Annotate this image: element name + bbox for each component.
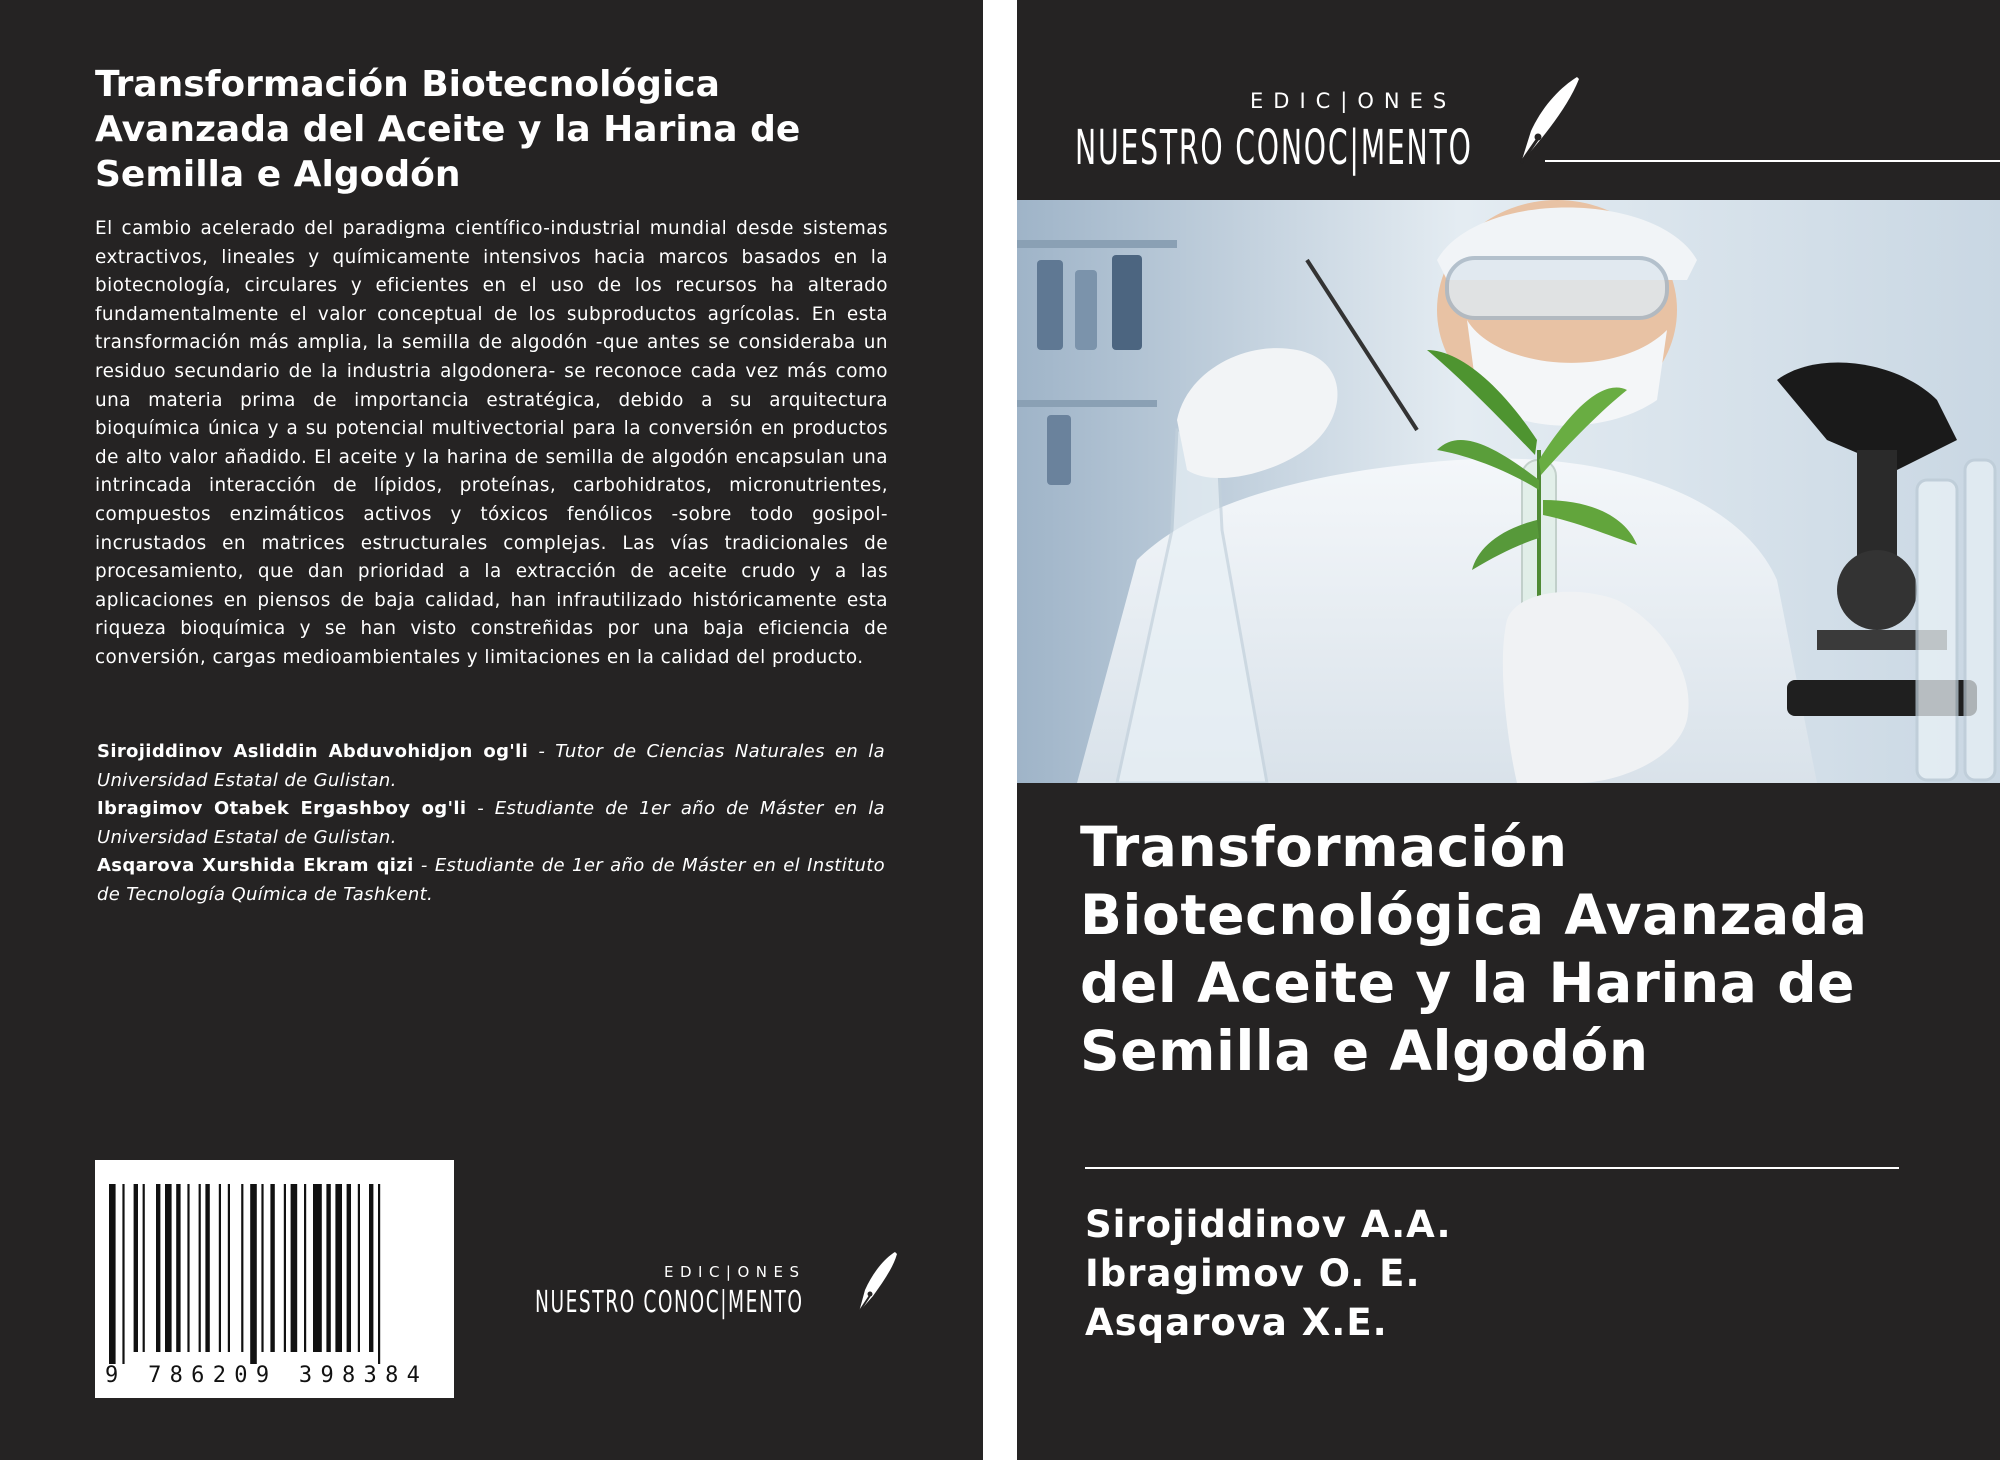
- author-bio-role: - Estudiante de 1er año de Máster en la Universidad Estatal de Gulistan.: [97, 798, 885, 848]
- publisher-logo-front: [1075, 72, 2000, 176]
- author-name: Asqarova X.E.: [1085, 1301, 1388, 1344]
- lab-scene-illustration: [1017, 200, 2000, 783]
- barcode-bar: [134, 1184, 138, 1352]
- barcode-bar: [291, 1184, 298, 1352]
- publisher-logo-line1: EDIC|ONES: [1250, 89, 1457, 113]
- barcode-bar: [156, 1184, 160, 1352]
- author-bio: [97, 738, 885, 795]
- barcode-bar: [326, 1184, 330, 1352]
- barcode-bar: [284, 1184, 286, 1352]
- author-bio: [97, 852, 885, 909]
- barcode-bar: [143, 1184, 145, 1352]
- back-cover: [0, 0, 983, 1460]
- logo-underline: [1545, 160, 2000, 162]
- barcode-bar: [250, 1184, 257, 1364]
- publisher-logo-line1: EDIC|ONES: [664, 1263, 806, 1281]
- isbn-barcode: [95, 1160, 454, 1398]
- barcode-bar: [304, 1184, 306, 1352]
- author-bio-role: - Estudiante de 1er año de Máster en el Instituto de Tecnología Química de Tashkent.: [97, 855, 885, 905]
- barcode-bar: [261, 1184, 263, 1352]
- barcode-bar: [378, 1184, 380, 1364]
- front-cover-divider: [1085, 1167, 1899, 1169]
- barcode-bar: [270, 1184, 274, 1352]
- barcode-bar: [199, 1184, 201, 1352]
- spine-gap: [983, 0, 1017, 1460]
- barcode-bar: [109, 1184, 116, 1364]
- author-bios: [97, 738, 885, 910]
- back-cover-blurb: El cambio acelerado del paradigma científico-industrial mundial desde sistemas extractivos, lineales y químicamente intensivos hacia marcos basados en la biotecnología, circulares y eficientes en el uso de los recursos ha alterado fundamentalmente el valor conceptual de los subproductos agrícolas. En esta transformación más amplia, la semilla de algodón -que antes se consideraba un residuo secundario de la industria algodonera- se reconoce cada vez más como una materia prima de importancia estratégica, debido a su arquitectura bioquímica única y a su potencial multivectorial para la conversión en productos de alto valor añadido. El aceite y la harina de semilla de algodón encapsulan una intrincada interacción de lípidos, proteínas, carbohidratos, micronutrientes, compuestos enzimáticos activos y tóxicos fenólicos -sobre todo gosipol- incrustados en matrices estructurales complejas. Las vías tradicionales de procesamiento, que dan prioridad a la extracción de aceite crudo y a las aplicaciones en piensos de baja calidad, han infrautilizado históricamente esta riqueza bioquímica y se han visto constreñidas por una baja eficiencia de conversión, cargas medioambientales y limitaciones en la calidad del producto.: [95, 218, 888, 668]
- publisher-logo-line2: NUESTRO CONOC|MENTO: [1075, 120, 1473, 176]
- barcode-bar: [313, 1184, 322, 1352]
- barcode-bar: [219, 1184, 221, 1352]
- barcode-bar: [358, 1184, 360, 1352]
- barcode-bar: [228, 1184, 230, 1352]
- barcode-bar: [122, 1184, 124, 1364]
- fountain-pen-icon: [1515, 75, 1581, 167]
- author-bio-name: Ibragimov Otabek Ergashboy og'li: [97, 798, 467, 820]
- barcode-bar: [176, 1184, 180, 1352]
- author-name: Sirojiddinov A.A.: [1085, 1203, 1452, 1246]
- barcode-bar: [187, 1184, 189, 1352]
- back-cover-title: Transformación Biotecnológica Avanzada del Aceite y la Harina de Semilla e Algodón: [95, 64, 801, 195]
- front-cover-title: Transformación Biotecnológica Avanzada del Aceite y la Harina de Semilla e Algodón: [1080, 815, 1868, 1083]
- publisher-logo-back: [535, 1250, 905, 1320]
- barcode-bar: [205, 1184, 209, 1352]
- barcode-bars: [109, 1184, 437, 1364]
- author-bio: [97, 795, 885, 852]
- barcode-bar: [335, 1184, 342, 1352]
- author-bio-name: Sirojiddinov Asliddin Abduvohidjon og'li: [97, 741, 529, 762]
- barcode-bar: [347, 1184, 351, 1352]
- cover-photo-lab-scientist: [1017, 200, 2000, 783]
- author-bio-role: - Tutor de Ciencias Naturales en la Universidad Estatal de Gulistan.: [97, 741, 885, 791]
- isbn-digits: 9 786209 398384: [105, 1363, 429, 1388]
- barcode-bar: [241, 1184, 243, 1352]
- fountain-pen-icon: [855, 1250, 899, 1316]
- author-bio-name: Asqarova Xurshida Ekram qizi: [97, 855, 414, 877]
- barcode-bar: [165, 1184, 172, 1352]
- author-name: Ibragimov O. E.: [1085, 1252, 1421, 1295]
- barcode-bar: [369, 1184, 373, 1352]
- front-cover-authors: [1085, 1200, 1785, 1347]
- publisher-logo-line2: NUESTRO CONOC|MENTO: [535, 1285, 804, 1320]
